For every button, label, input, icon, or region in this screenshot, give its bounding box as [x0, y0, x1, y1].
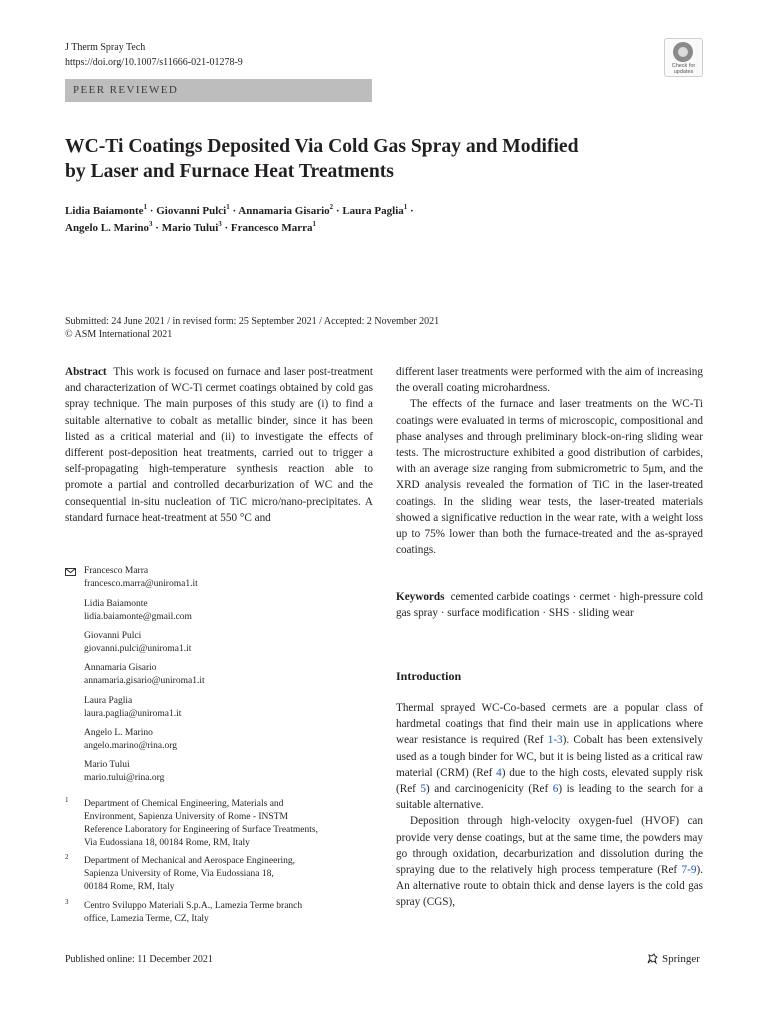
- author-affiliation: 1: [226, 203, 230, 211]
- keywords-text: cemented carbide coatings · cermet · high-pressure cold gas spray · surface modification · SHS · sliding wear: [396, 591, 703, 620]
- publisher-logo: [646, 952, 700, 965]
- intro-paragraph-1: Thermal sprayed WC-Co-based cermets are a popular class of hardmetal coatings that find their main use in applications where wear resistance is required (Ref 1-3). Cobalt has been extensively used as a tough binder for WC, but it is being listed as a critical raw material (CRM) (Ref 4) due to the high costs, elevated supply risk (Ref 5) and carcinogenicity (Ref 6) is leading to the search for a suitable alternative.: [396, 702, 703, 812]
- reference-link[interactable]: 4: [496, 766, 502, 779]
- contact-name: Mario Tului: [84, 760, 130, 770]
- author-affiliation: 1: [312, 220, 316, 228]
- author-name[interactable]: Angelo L. Marino: [65, 222, 150, 234]
- keywords-label: Keywords: [396, 591, 445, 603]
- abstract-text: This work is focused on furnace and laser post-treatment and characterization of WC-Ti cermet coatings obtained by cold gas spray technique. The main purposes of this study are (i) to find a suitable alternative to cobalt as metallic binder, since it has been listed as a critical material and (ii) to investigate the effects of different post-deposition heat treatments, carried out to trigger a self-propagating high-temperature synthesis reaction able to promote a partial and controlled decarburization of WC and the consequential in-situ nucleation of TiC micro/nano-precipitates. A standard furnace heat-treatment at 550 °C and: [65, 366, 373, 524]
- author-affiliation: 2: [329, 203, 334, 211]
- contact-name: Laura Paglia: [84, 696, 133, 706]
- publisher-name: Springer: [662, 952, 700, 965]
- contact-name: Angelo L. Marino: [84, 728, 153, 738]
- reference-link[interactable]: 6: [552, 783, 559, 796]
- contact-entry: [84, 630, 191, 656]
- envelope-icon: [65, 568, 76, 576]
- contact-entry: [84, 662, 205, 688]
- contact-name: Lidia Baiamonte: [84, 599, 148, 609]
- author-name[interactable]: Lidia Baiamonte: [65, 205, 144, 217]
- crossmark-icon: [673, 42, 693, 62]
- contact-email[interactable]: francesco.marra@uniroma1.it: [84, 579, 198, 589]
- check-updates-line1: Check for: [671, 63, 696, 69]
- keywords-paragraph: [396, 589, 703, 621]
- contact-entry: [84, 695, 181, 721]
- contact-entry: [84, 759, 164, 785]
- author-list: Lidia Baiamonte$^1$ · Giovanni Pulci$^1$ · Annamaria Gisario$^2$ · Laura Paglia$^1$ · Angelo L. Marino$^3$ · Mario Tului$^3$ · Francesco Marra$^1$: [65, 203, 414, 234]
- author-affiliation: 1: [403, 203, 408, 211]
- contact-email[interactable]: mario.tului@rina.org: [84, 773, 165, 783]
- contact-email[interactable]: giovanni.pulci@uniroma1.it: [84, 644, 192, 654]
- affiliation-entry: [84, 855, 374, 894]
- intro-paragraph-2: Deposition through high-velocity oxygen-fuel (HVOF) can provide very dense coatings, but at the same time, the powders may go through oxidation, decarburization and dissolution during the spraying due to the relatively high process temperature (Ref 7-9). An alternative route to obtain thick and dense layers is the cold gas spray (CGS),: [396, 815, 703, 909]
- contact-email[interactable]: annamaria.gisario@uniroma1.it: [84, 676, 205, 686]
- reference-link[interactable]: 7-9: [681, 864, 697, 877]
- contact-email[interactable]: lidia.baiamonte@gmail.com: [84, 612, 192, 622]
- author-name[interactable]: Francesco Marra: [230, 222, 313, 234]
- copyright-line: © ASM International 2021: [65, 329, 173, 340]
- affiliation-line: Department of Chemical Engineering, Materials and: [84, 799, 284, 809]
- contact-name: Giovanni Pulci: [84, 631, 142, 641]
- affiliation-line: Centro Sviluppo Materiali S.p.A., Lamezia Terme branch: [84, 901, 303, 911]
- check-for-updates-badge[interactable]: [664, 38, 703, 77]
- affiliation-line: Environment, Sapienza University of Rome - INSTM: [84, 812, 288, 822]
- reference-link[interactable]: 1-3: [547, 734, 563, 747]
- published-online-date: Published online: 11 December 2021: [65, 954, 213, 965]
- contact-email[interactable]: laura.paglia@uniroma1.it: [84, 709, 182, 719]
- doi-link[interactable]: https://doi.org/10.1007/s11666-021-01278-9: [65, 57, 243, 68]
- submission-dates: Submitted: 24 June 2021 / in revised form: 25 September 2021 / Accepted: 2 November 2021: [65, 316, 440, 327]
- author-affiliation: 3: [149, 220, 153, 228]
- author-name[interactable]: Laura Paglia: [342, 205, 404, 217]
- author-name[interactable]: Annamaria Gisario: [238, 205, 330, 217]
- springer-horse-icon: [646, 952, 659, 965]
- abstract-paragraph: [65, 364, 373, 526]
- affiliation-line: office, Lamezia Terme, CZ, Italy: [84, 914, 209, 924]
- affiliation-line: 00184 Rome, RM, Italy: [84, 882, 175, 892]
- article-title: [65, 134, 705, 184]
- contact-corresponding: [84, 565, 198, 591]
- contact-entry: [84, 727, 177, 753]
- abstract-continuation: [396, 364, 703, 558]
- contact-name: Annamaria Gisario: [84, 663, 157, 673]
- affiliation-line: Department of Mechanical and Aerospace Engineering,: [84, 856, 296, 866]
- affiliation-entry: [84, 798, 374, 850]
- affiliation-number: 1: [65, 796, 69, 804]
- contact-entry: [84, 598, 192, 624]
- affiliation-line: Sapienza University of Rome, Via Eudossiana 18,: [84, 869, 274, 879]
- title-line-2: by Laser and Furnace Heat Treatments: [65, 161, 394, 182]
- author-name[interactable]: Mario Tului: [161, 222, 219, 234]
- section-heading-introduction: Introduction: [396, 669, 462, 683]
- abstract-cont-1: different laser treatments were performed with the aim of increasing the overall coating microhardness.: [396, 366, 703, 395]
- title-line-1: WC-Ti Coatings Deposited Via Cold Gas Spray and Modified: [65, 136, 579, 157]
- check-updates-line2: updates: [673, 69, 694, 75]
- abstract-label: Abstract: [65, 366, 107, 378]
- author-affiliation: 1: [143, 203, 148, 211]
- introduction-body: [396, 700, 703, 911]
- peer-reviewed-banner: [65, 79, 372, 102]
- author-name[interactable]: Giovanni Pulci: [156, 205, 227, 217]
- contact-email[interactable]: angelo.marino@rina.org: [84, 741, 177, 751]
- contact-name: Francesco Marra: [84, 566, 149, 576]
- abstract-cont-2: The effects of the furnace and laser treatments on the WC-Ti coatings were evaluated in terms of microscopic, compositional and phase analyses and through preliminary block-on-ring sliding wear tests. The microstructure exhibited a good distribution of carbides, with an average size ranging from submicrometric to 5μm, and the XRD analysis revealed the formation of TiC in the laser-treated coatings. In the sliding wear tests, the laser-treated materials showed a significative reduction in the wear rate, with a weight loss up to 75% lower than both the furnace-treated and the as-sprayed coatings.: [396, 398, 703, 557]
- affiliation-line: Via Eudossiana 18, 00184 Rome, RM, Italy: [84, 838, 250, 848]
- peer-reviewed-label: PEER REVIEWED: [73, 84, 179, 96]
- affiliation-number: 2: [65, 853, 69, 861]
- affiliation-number: 3: [65, 898, 69, 906]
- journal-name: J Therm Spray Tech: [65, 42, 146, 53]
- author-affiliation: 3: [218, 220, 222, 228]
- affiliation-line: Reference Laboratory for Engineering of Surface Treatments,: [84, 825, 318, 835]
- affiliation-entry: [84, 900, 374, 926]
- reference-link[interactable]: 5: [420, 783, 426, 796]
